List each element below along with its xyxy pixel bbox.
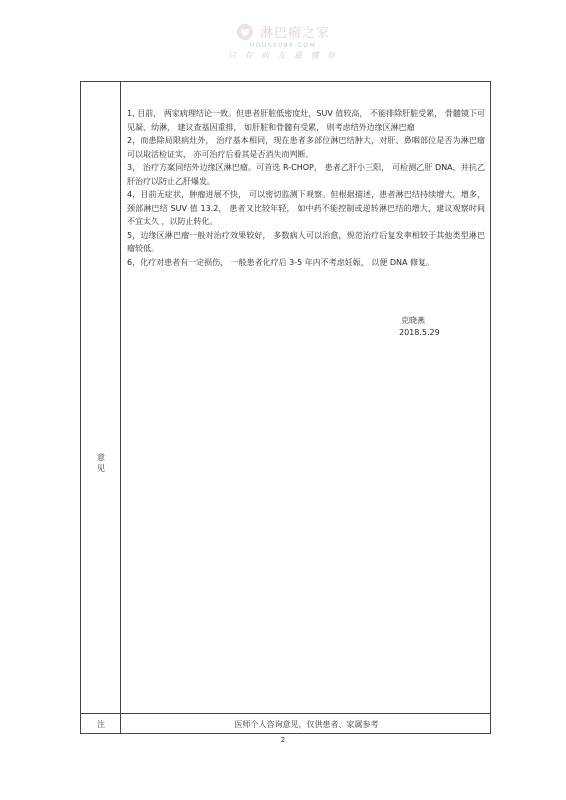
opinion-body bbox=[127, 107, 485, 269]
row-divider bbox=[81, 713, 490, 714]
label-column bbox=[81, 82, 121, 733]
watermark-title: 淋巴瘤之家 bbox=[259, 26, 330, 41]
opinion-paragraph-2: 2，而患除局限病灶外， 治疗基本相同，现在患者多部位淋巴结肿大，对肝、鼻咽部位是否为淋巴瘤可以取活检证实， 亦可治疗后看其是否消失而判断。 bbox=[127, 136, 485, 159]
opinion-paragraph-6: 6，化疗对患者有一定损伤， 一般患者化疗后 3-5 年内不考虑妊娠， 以便 DNA 修复。 bbox=[127, 257, 435, 267]
note-label: 注 bbox=[97, 720, 105, 729]
opinion-paragraph-4: 4，目前无症状，肿瘤进展不快， 可以密切监测下观察。但根据描述，患者淋巴结持续增大，增多，颈部淋巴结 SUV 值 13.2， 患者又比较年轻， 如中药不能控制或逆转淋巴结的增大，建议观察时间不宜太久 ，以防止转化。 bbox=[127, 190, 485, 226]
signature-block bbox=[399, 315, 440, 339]
page-number: 2 bbox=[280, 736, 286, 744]
note-text: 医师个人咨询意见，仅供患者、家属参考 bbox=[234, 720, 379, 729]
opinion-label-text: 意 见 bbox=[97, 453, 105, 473]
watermark bbox=[0, 22, 566, 61]
consultation-form-table bbox=[80, 81, 491, 734]
watermark-url: HOUSE086.COM bbox=[249, 42, 317, 49]
opinion-paragraph-1: 1, 目前， 两家病理结论一致。但患者肝脏低密度灶，SUV 值较高， 不能排除肝脏受累， 骨髓镜下可见凝、幼淋， 建议查基因重排， 如肝脏和骨髓有受累， 则考虑结外边缘区淋巴瘤 bbox=[127, 109, 485, 132]
heart-logo-icon bbox=[236, 23, 254, 41]
opinion-paragraph-5: 5，边缘区淋巴瘤一般对治疗效果较好， 多数病人可以治愈，规范治疗后复发率相较于其他类型淋巴瘤较低。 bbox=[127, 230, 485, 253]
signature-date: 2018.5.29 bbox=[399, 328, 440, 337]
opinion-label bbox=[81, 452, 121, 474]
opinion-paragraph-3: 3， 治疗方案同结外边缘区淋巴瘤。可首选 R-CHOP， 患者乙肝小三阳， 可检测乙肝 DNA，并抗乙肝治疗以防止乙肝爆发。 bbox=[127, 163, 485, 186]
signature-name: 克晓燕 bbox=[401, 316, 425, 325]
watermark-slogan: 只 有 病 友 最 懂 你 bbox=[227, 51, 339, 60]
